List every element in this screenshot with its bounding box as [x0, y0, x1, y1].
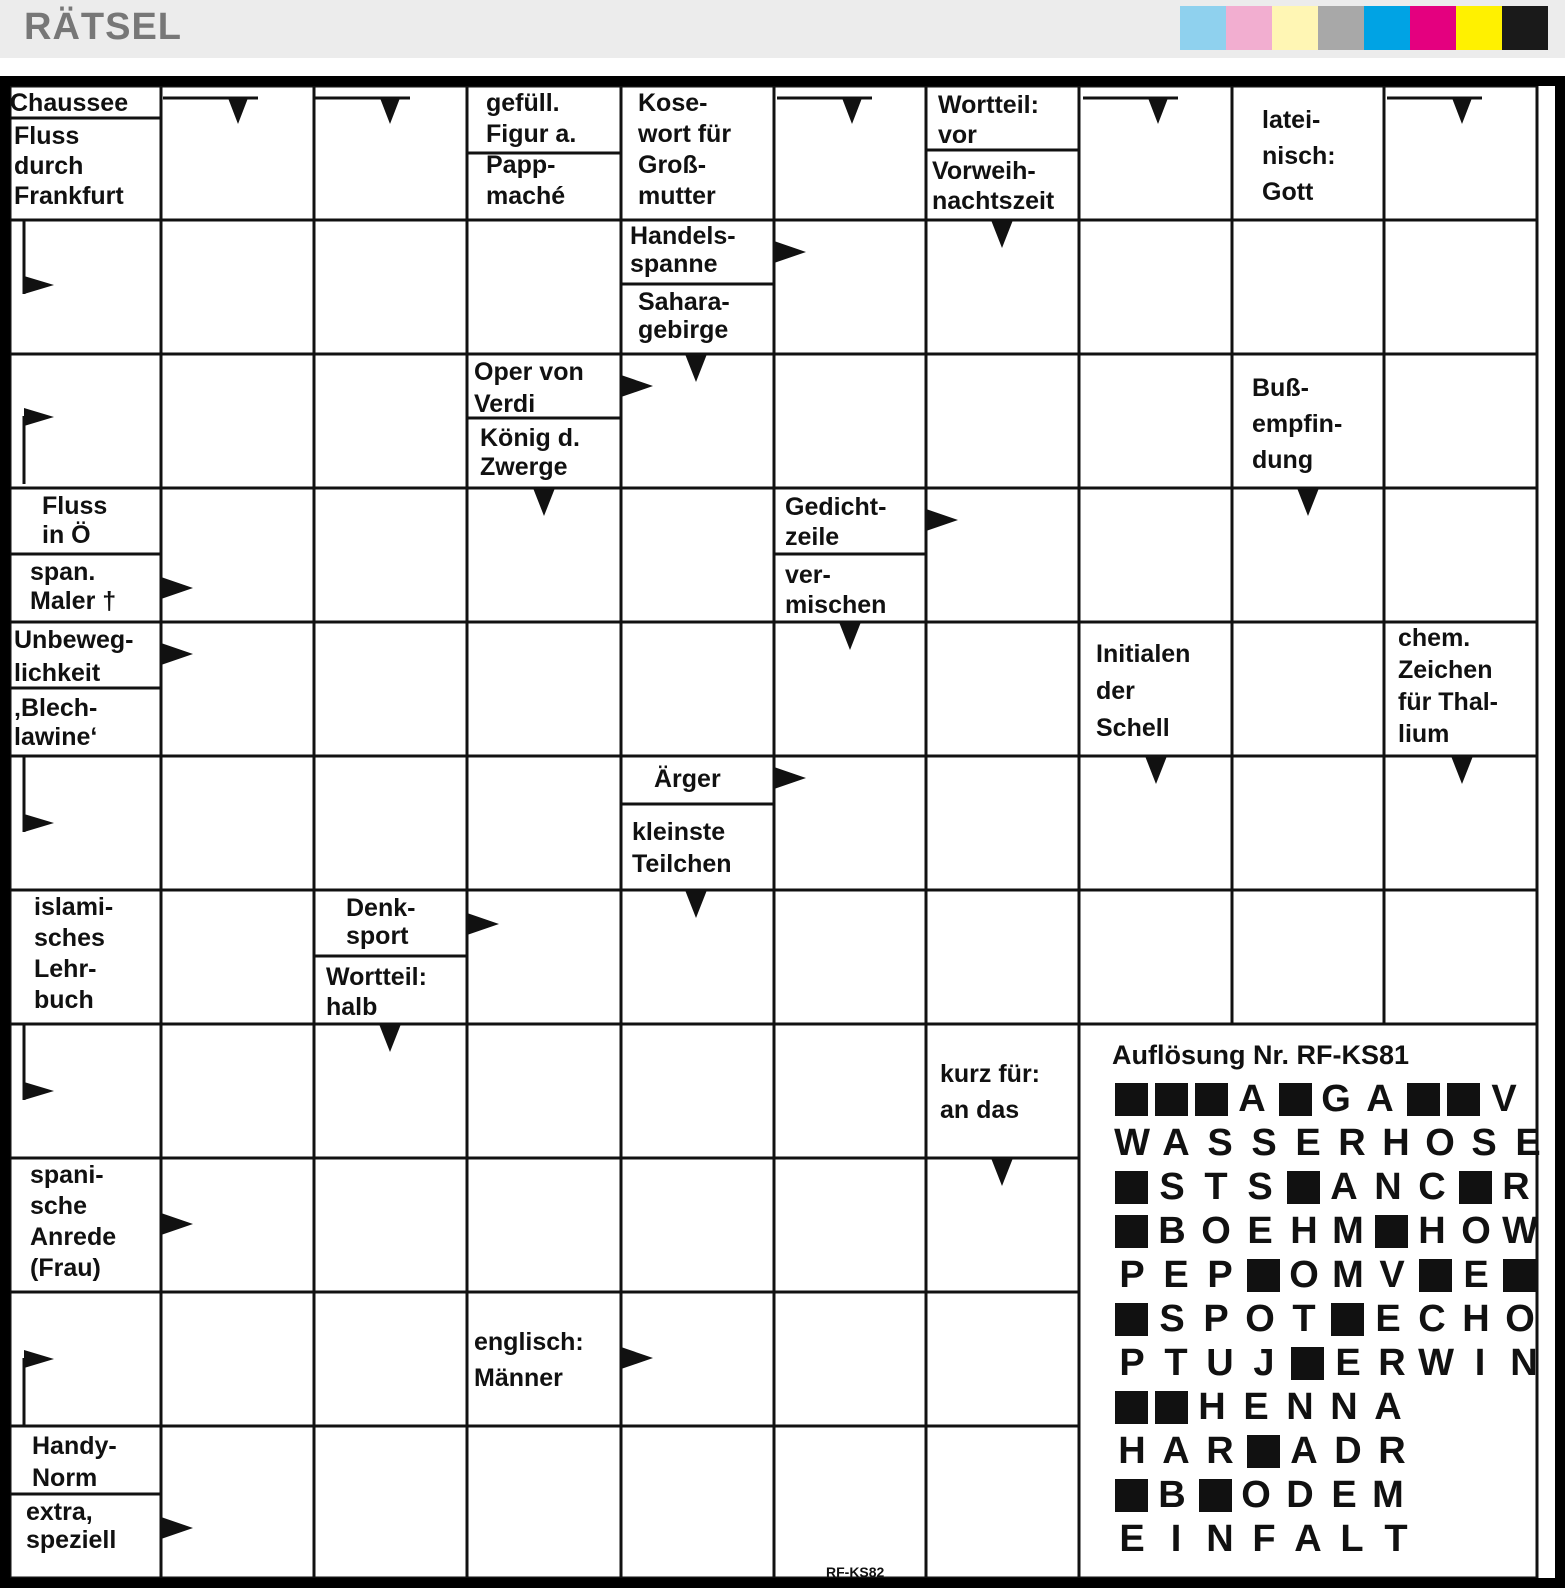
clue-busseempfindung: Buß- empfin- dung [1252, 374, 1343, 474]
solution-letter: E [1331, 1473, 1357, 1516]
page-title: RÄTSEL [24, 6, 182, 48]
solution-block [1287, 1171, 1320, 1204]
color-swatch [1226, 6, 1272, 50]
arrow-down-icon [1452, 98, 1472, 124]
solution-letter: H [1418, 1209, 1446, 1252]
solution-letter: M [1332, 1209, 1364, 1252]
arrow-right-icon [467, 913, 499, 935]
solution-letter: S [1159, 1297, 1185, 1340]
arrow-right-icon [621, 375, 653, 397]
solution-letter: E [1375, 1297, 1401, 1340]
solution-title: Auflösung Nr. RF-KS81 [1112, 1040, 1410, 1070]
clue-span-maler: span. Maler † [30, 558, 117, 615]
solution-letter: U [1206, 1341, 1234, 1384]
arrow-down-icon [379, 1024, 401, 1052]
solution-letter: E [1247, 1209, 1273, 1252]
solution-letter: O [1425, 1121, 1455, 1164]
clue-saharagebirge: Sahara- gebirge [638, 288, 730, 344]
solution-letter: O [1461, 1209, 1491, 1252]
solution-block [1447, 1083, 1480, 1116]
arrow-right-icon [774, 767, 806, 789]
arrow-right-icon [24, 1082, 54, 1100]
clue-handy-norm: Handy- Norm [32, 1432, 117, 1492]
arrow-right-icon [24, 408, 54, 426]
solution-row [1112, 1297, 1562, 1341]
solution-block [1115, 1391, 1148, 1424]
solution-letter: A [1330, 1165, 1358, 1208]
solution-letter: O [1201, 1209, 1231, 1252]
clue-islamisches-lehrbuch: islami- sches Lehr- buch [34, 893, 114, 1014]
solution-letter: W [1502, 1209, 1538, 1252]
solution-block [1419, 1259, 1452, 1292]
clue-kurz-fuer-an-das: kurz für: an das [940, 1060, 1040, 1124]
solution-letter: E [1463, 1253, 1489, 1296]
solution-letter: J [1253, 1341, 1275, 1384]
solution-letter: T [1164, 1341, 1188, 1384]
color-swatch [1502, 6, 1548, 50]
solution-letter: E [1335, 1341, 1361, 1384]
clue-unbeweglichkeit: Unbeweg- lichkeit [14, 626, 134, 687]
solution-letter: P [1207, 1253, 1233, 1296]
solution-letter: E [1119, 1517, 1145, 1560]
arrow-down-icon [1297, 488, 1319, 516]
solution-letter: E [1515, 1121, 1541, 1164]
solution-letter: S [1471, 1121, 1497, 1164]
clue-vermischen: ver- mischen [785, 561, 887, 619]
solution-box [1112, 1040, 1562, 1561]
solution-letter: R [1378, 1429, 1406, 1472]
solution-letter: P [1203, 1297, 1229, 1340]
solution-block [1115, 1479, 1148, 1512]
solution-letter: M [1332, 1253, 1364, 1296]
solution-grid [1112, 1077, 1562, 1561]
clue-kleinste-teilchen: kleinste Teilchen [632, 818, 732, 878]
solution-letter: O [1505, 1297, 1535, 1340]
arrow-down-icon [685, 890, 707, 918]
solution-letter: S [1247, 1165, 1273, 1208]
arrow-right-icon [774, 241, 806, 263]
arrow-down-icon [533, 488, 555, 516]
clue-chem-zeichen-thallium: chem. Zeichen für Thal- lium [1398, 624, 1498, 748]
solution-letter: R [1502, 1165, 1530, 1208]
arrow-down-icon [685, 354, 707, 382]
color-swatches [1180, 6, 1548, 50]
solution-letter: C [1418, 1297, 1446, 1340]
solution-block [1407, 1083, 1440, 1116]
solution-letter: P [1119, 1253, 1145, 1296]
solution-letter: O [1245, 1297, 1275, 1340]
solution-letter: M [1372, 1473, 1404, 1516]
clue-lateinisch-gott: latei- nisch: Gott [1262, 106, 1336, 206]
solution-row [1112, 1517, 1562, 1561]
solution-block [1155, 1391, 1188, 1424]
solution-letter: T [1292, 1297, 1316, 1340]
clue-aerger: Ärger [654, 765, 721, 793]
arrow-down-icon [1145, 756, 1167, 784]
clue-wortteil-vor: Wortteil: vor [938, 91, 1039, 149]
arrow-right-icon [161, 1213, 193, 1235]
solution-row [1112, 1341, 1562, 1385]
solution-letter: R [1378, 1341, 1406, 1384]
clue-fluss-frankfurt: Fluss durch Frankfurt [14, 122, 124, 210]
solution-letter: D [1334, 1429, 1362, 1472]
solution-letter: R [1338, 1121, 1366, 1164]
clue-blechlawine: ‚Blech- lawine‘ [14, 694, 98, 751]
solution-letter: S [1159, 1165, 1185, 1208]
solution-letter: R [1206, 1429, 1234, 1472]
clue-oper-verdi: Oper von Verdi [474, 358, 584, 418]
arrow-right-icon [161, 577, 193, 599]
solution-block [1459, 1171, 1492, 1204]
color-swatch [1272, 6, 1318, 50]
solution-letter: D [1286, 1473, 1314, 1516]
solution-row [1112, 1209, 1562, 1253]
solution-letter: W [1418, 1341, 1454, 1384]
solution-letter: T [1384, 1517, 1408, 1560]
solution-letter: P [1119, 1341, 1145, 1384]
solution-row [1112, 1385, 1562, 1429]
color-swatch [1364, 6, 1410, 50]
solution-letter: N [1286, 1385, 1314, 1428]
solution-letter: H [1462, 1297, 1490, 1340]
solution-block [1291, 1347, 1324, 1380]
clue-extra-speziell: extra, speziell [26, 1498, 117, 1554]
solution-letter: H [1290, 1209, 1318, 1252]
solution-block [1279, 1083, 1312, 1116]
solution-letter: B [1158, 1209, 1186, 1252]
arrow-right-icon [24, 276, 54, 294]
solution-block [1199, 1479, 1232, 1512]
solution-letter: O [1241, 1473, 1271, 1516]
solution-letter: A [1290, 1429, 1318, 1472]
color-swatch [1180, 6, 1226, 50]
color-swatch [1456, 6, 1502, 50]
solution-block [1375, 1215, 1408, 1248]
solution-block [1155, 1083, 1188, 1116]
clue-koenig-zwerge: König d. Zwerge [480, 424, 580, 481]
solution-letter: A [1162, 1121, 1190, 1164]
arrow-down-icon [839, 622, 861, 650]
clue-vorweihnachtszeit: Vorweih- nachtszeit [932, 157, 1055, 215]
solution-letter: G [1321, 1077, 1351, 1120]
solution-letter: H [1382, 1121, 1410, 1164]
arrow-down-icon [1451, 756, 1473, 784]
solution-letter: I [1474, 1341, 1486, 1384]
arrow-right-icon [24, 1350, 54, 1368]
clue-initialen-schell: Initialen der Schell [1096, 640, 1191, 742]
solution-letter: E [1163, 1253, 1189, 1296]
solution-row [1112, 1165, 1562, 1209]
solution-letter: A [1238, 1077, 1266, 1120]
puzzle-code: RF-KS82 [826, 1564, 885, 1580]
clue-handelsspanne: Handels- spanne [630, 222, 736, 278]
solution-block [1115, 1303, 1148, 1336]
clue-denksport: Denk- sport [346, 894, 416, 950]
solution-letter: N [1330, 1385, 1358, 1428]
solution-letter: I [1170, 1517, 1182, 1560]
header-bar [0, 0, 1565, 58]
solution-letter: C [1418, 1165, 1446, 1208]
clue-gefuell-figur: gefüll. Figur a. Papp- maché [486, 89, 577, 210]
solution-letter: H [1118, 1429, 1146, 1472]
solution-letter: B [1158, 1473, 1186, 1516]
solution-block [1331, 1303, 1364, 1336]
solution-row [1112, 1077, 1562, 1121]
solution-block [1503, 1259, 1536, 1292]
solution-letter: H [1198, 1385, 1226, 1428]
solution-letter: L [1340, 1517, 1364, 1560]
arrow-down-icon [1148, 98, 1168, 124]
solution-block [1247, 1435, 1280, 1468]
clue-chaussee: Chaussee [10, 89, 129, 117]
arrow-right-icon [926, 509, 958, 531]
solution-letter: O [1289, 1253, 1319, 1296]
solution-letter: E [1295, 1121, 1321, 1164]
solution-block [1115, 1171, 1148, 1204]
solution-row [1112, 1253, 1562, 1297]
solution-row [1112, 1121, 1562, 1165]
solution-block [1247, 1259, 1280, 1292]
solution-letter: S [1207, 1121, 1233, 1164]
arrow-down-icon [991, 220, 1013, 248]
arrow-right-icon [24, 814, 54, 832]
arrow-right-icon [161, 643, 193, 665]
arrow-right-icon [161, 1517, 193, 1539]
solution-block [1195, 1083, 1228, 1116]
solution-letter: A [1366, 1077, 1394, 1120]
solution-letter: A [1374, 1385, 1402, 1428]
solution-letter: F [1252, 1517, 1276, 1560]
solution-letter: E [1243, 1385, 1269, 1428]
clue-englisch-maenner: englisch: Männer [474, 1328, 584, 1392]
clue-gedichtzeile: Gedicht- zeile [785, 493, 887, 551]
clue-wortteil-halb: Wortteil: halb [326, 963, 427, 1021]
solution-letter: N [1510, 1341, 1538, 1384]
arrow-down-icon [380, 98, 400, 124]
clue-fluss-in-oe: Fluss in Ö [42, 492, 108, 549]
arrow-right-icon [621, 1347, 653, 1369]
color-swatch [1410, 6, 1456, 50]
color-swatch [1318, 6, 1364, 50]
solution-letter: S [1251, 1121, 1277, 1164]
solution-letter: A [1294, 1517, 1322, 1560]
solution-letter: T [1204, 1165, 1228, 1208]
solution-letter: N [1374, 1165, 1402, 1208]
solution-letter: V [1491, 1077, 1517, 1120]
solution-letter: V [1379, 1253, 1405, 1296]
arrow-down-icon [842, 98, 862, 124]
arrow-down-icon [991, 1158, 1013, 1186]
solution-letter: W [1114, 1121, 1150, 1164]
clue-kosewort: Kose- wort für Groß- mutter [638, 89, 732, 210]
solution-block [1115, 1215, 1148, 1248]
solution-row [1112, 1473, 1562, 1517]
solution-block [1115, 1083, 1148, 1116]
clue-spanische-anrede: spani- sche Anrede (Frau) [30, 1161, 117, 1282]
solution-letter: A [1162, 1429, 1190, 1472]
solution-letter: N [1206, 1517, 1234, 1560]
solution-row [1112, 1429, 1562, 1473]
arrow-down-icon [228, 98, 248, 124]
